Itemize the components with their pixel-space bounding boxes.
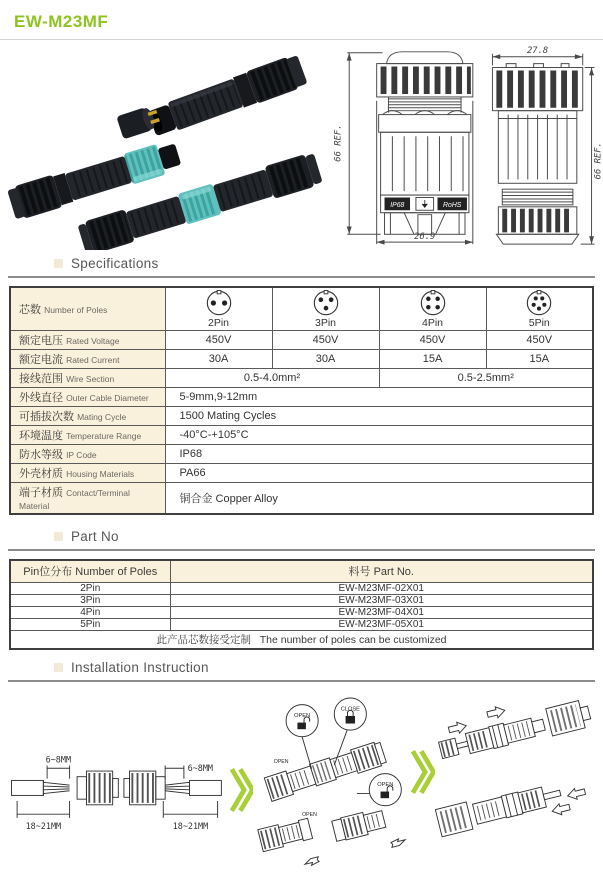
spec-label-en: Mating Cycle (77, 412, 127, 422)
photo-connector-upper (146, 53, 308, 140)
section-bullet-icon (54, 259, 63, 268)
spec-value: 450V (379, 331, 486, 350)
spec-label-cn: 芯数 (19, 304, 41, 316)
table-row (10, 287, 593, 331)
sheath-length-label: 18~21MM (172, 820, 209, 831)
assembled-connector (265, 740, 388, 801)
spec-label-en: Housing Materials (66, 469, 135, 479)
spec-value: 5-9mm,9-12mm (165, 388, 593, 407)
connector-half-b (332, 807, 387, 841)
spec-value: IP68 (165, 445, 593, 464)
sheath-dim-left (17, 801, 69, 831)
arrow-right-icon (447, 720, 467, 735)
section-bullet-icon (54, 663, 63, 672)
spec-label-en: Outer Cable Diameter (66, 393, 149, 403)
dim-27-8-top (492, 46, 582, 66)
spec-value: -40°C-+105°C (165, 426, 593, 445)
table-row (10, 618, 593, 630)
customization-note-cn: 此产品芯数接受定制 (156, 633, 251, 646)
spec-value: 0.5-2.5mm² (379, 369, 593, 388)
table-row (10, 407, 593, 426)
table-row (10, 560, 593, 582)
table-row (10, 350, 593, 369)
dim-height-right-label: 66 REF. (593, 142, 603, 180)
installation-diagrams (0, 682, 603, 880)
pin-count-label: 5Pin (528, 317, 550, 329)
spec-label-cn: 接线范围 (19, 373, 63, 385)
sheath-length-label: 18~21MM (25, 820, 62, 831)
dim-width-bottom-label: 26.9 (414, 232, 436, 243)
table-row (10, 582, 593, 594)
strip-dim-left (46, 754, 71, 778)
open-callout (286, 704, 318, 736)
part-header-part-cn: 料号 (348, 566, 371, 579)
part-no-heading (8, 529, 595, 551)
installation-heading-text: Installation Instruction (71, 659, 209, 675)
part-number: EW-M23MF-05X01 (170, 618, 593, 630)
table-row (10, 426, 593, 445)
open-label: OPEN (294, 712, 311, 719)
dim-height-left-label: 66 REF. (333, 124, 344, 162)
part-pin: 3Pin (10, 594, 170, 606)
table-row (10, 483, 593, 515)
table-row (10, 594, 593, 606)
dim-26-9-bottom (377, 101, 473, 245)
table-row (10, 331, 593, 350)
spec-value: 450V (272, 331, 379, 350)
dim-66-right (581, 68, 603, 245)
install-step3-assembly (435, 686, 603, 882)
arrow-right-icon (391, 838, 405, 847)
spec-label-cn: 可插拔次数 (19, 411, 74, 423)
spec-value: 450V (486, 331, 593, 350)
part-pin: 5Pin (10, 618, 170, 630)
part-header-poles-cn: Pin位分布 (23, 566, 73, 579)
part-no-table (9, 559, 594, 650)
spec-label-en: Temperature Range (66, 431, 142, 441)
table-row (10, 388, 593, 407)
specifications-table (9, 286, 594, 515)
spec-value: 1500 Mating Cycles (165, 407, 593, 426)
connector-half-left (77, 771, 118, 805)
close-label: CLOSE (341, 705, 361, 712)
spec-value: 30A (165, 350, 272, 369)
arrow-left-icon (551, 801, 571, 816)
spec-value: PA66 (165, 464, 593, 483)
pin-5-icon (525, 289, 553, 317)
spec-label-cn: 额定电压 (19, 335, 63, 347)
strip-dim-right (165, 763, 213, 778)
install-step1-strip-wires (4, 712, 229, 862)
pin-4-icon (419, 289, 447, 317)
open-small-label: OPEN (274, 758, 289, 765)
product-photo (0, 42, 325, 250)
part-pin: 2Pin (10, 582, 170, 594)
title-divider (0, 39, 603, 40)
customization-note-en: The number of poles can be customized (259, 633, 447, 646)
arrow-left-icon (566, 786, 586, 801)
arrow-right-icon (486, 704, 506, 719)
close-callout (335, 698, 367, 730)
drawing-front-view (377, 52, 473, 234)
sheath-dim-right (163, 801, 217, 831)
dimension-drawing (325, 42, 603, 250)
page-title: EW-M23MF (14, 12, 109, 31)
specifications-heading (8, 256, 595, 278)
part-no-heading-text: Part No (71, 529, 119, 544)
strip-length-label: 6~8MM (187, 762, 213, 773)
top-section (0, 42, 603, 250)
open-small-label: OPEN (302, 811, 318, 818)
spec-label-cn: 额定电流 (19, 354, 63, 366)
table-row (10, 606, 593, 618)
dim-66-left (333, 53, 382, 235)
part-header-part-en: Part No. (373, 566, 414, 579)
spec-value: 450V (165, 331, 272, 350)
table-row (10, 369, 593, 388)
spec-label-en: Contact/Terminal Material (19, 488, 130, 511)
spec-label-en: Number of Poles (44, 305, 108, 315)
datasheet-page (0, 12, 603, 870)
pin-count-label: 3Pin (314, 317, 336, 329)
table-row (10, 464, 593, 483)
spec-label-cn: 外线直径 (19, 392, 63, 404)
spec-label-cn: 环境温度 (19, 430, 63, 442)
drawing-side-view (492, 64, 582, 245)
part-number: EW-M23MF-04X01 (170, 606, 593, 618)
pin-count-label: 4Pin (421, 317, 443, 329)
install-step2-open-close (253, 686, 410, 882)
spec-label-poles (10, 287, 165, 331)
rohs-band-label: RoHS (443, 201, 462, 209)
dim-width-top-label: 27.8 (526, 45, 549, 56)
spec-label-cn: 防水等级 (19, 449, 63, 461)
chevron-right-icon (410, 744, 435, 800)
table-row (10, 445, 593, 464)
spec-label-en: Rated Voltage (66, 336, 120, 346)
spec-label-cn: 外壳材质 (19, 468, 63, 480)
spec-value: 铜合金 Copper Alloy (165, 483, 593, 515)
connector-half-a (258, 817, 313, 851)
part-number: EW-M23MF-02X01 (170, 582, 593, 594)
specifications-heading-text: Specifications (71, 256, 159, 271)
technical-drawing (325, 42, 603, 250)
chevron-right-icon (229, 762, 254, 818)
section-bullet-icon (54, 532, 63, 541)
strip-length-label: 6~8MM (45, 754, 72, 765)
spec-label-cn: 端子材质 (19, 487, 63, 499)
spec-value: 0.5-4.0mm² (165, 369, 379, 388)
exploded-row-bottom (435, 773, 589, 844)
installation-heading (8, 660, 595, 682)
ip68-band-label: IP68 (390, 201, 405, 209)
open-callout (370, 773, 402, 805)
pin-3-icon (312, 289, 340, 317)
down-arrow-icon (422, 200, 428, 208)
spec-value: 30A (272, 350, 379, 369)
open-label: OPEN (377, 781, 394, 788)
connector-half-right (124, 771, 165, 805)
left-cable (11, 780, 69, 795)
spec-label-en: IP Code (66, 450, 97, 460)
certification-band (385, 198, 467, 211)
exploded-row-top (435, 686, 592, 763)
part-header-poles-en: Number of Poles (75, 566, 158, 579)
spec-value: 15A (486, 350, 593, 369)
spec-label-en: Rated Current (66, 355, 120, 365)
connector-photo-illustration (0, 42, 325, 250)
pin-2-icon (205, 289, 233, 317)
part-pin: 4Pin (10, 606, 170, 618)
table-row (10, 630, 593, 649)
part-number: EW-M23MF-03X01 (170, 594, 593, 606)
spec-label-en: Wire Section (66, 374, 115, 384)
pin-count-label: 2Pin (207, 317, 229, 329)
spec-value: 15A (379, 350, 486, 369)
right-cable (165, 780, 221, 795)
